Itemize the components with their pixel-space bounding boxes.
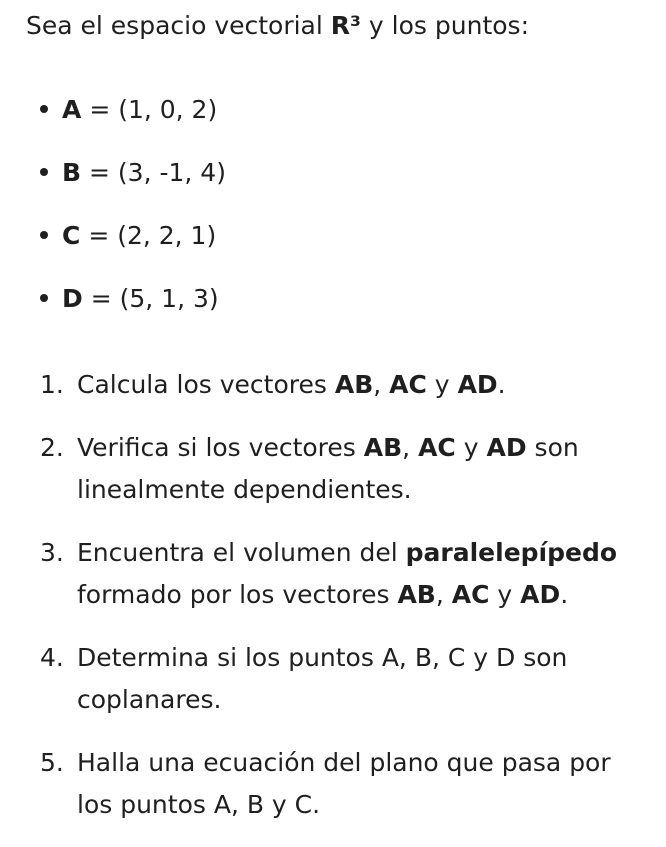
task-text: formado por los vectores <box>77 580 398 609</box>
bullet-icon <box>40 294 48 302</box>
point-name: C <box>62 221 81 250</box>
task-number: 3. <box>40 538 64 567</box>
task-item-3 <box>0 532 666 616</box>
bullet-icon <box>40 231 48 239</box>
task-text: Halla una ecuación del plano que pasa por los puntos A, B y C. <box>77 748 611 819</box>
bullet-icon <box>40 168 48 176</box>
task-number: 4. <box>40 643 64 672</box>
intro-lead: Sea el espacio vectorial <box>26 11 331 40</box>
vector-label: AB <box>397 580 436 609</box>
task-text: . <box>497 370 506 399</box>
vector-label: AC <box>389 370 427 399</box>
intro-text <box>26 8 529 44</box>
vector-label: AD <box>486 433 527 462</box>
task-text: Encuentra el volumen del <box>77 538 406 567</box>
vector-label: AC <box>418 433 456 462</box>
task-item-1 <box>0 364 666 406</box>
task-item-2 <box>0 427 666 511</box>
task-item-4 <box>0 637 666 721</box>
task-text: , <box>402 433 419 462</box>
vector-space-name: R³ <box>330 11 361 40</box>
task-text: y <box>426 370 458 399</box>
task-item-5 <box>0 742 666 826</box>
point-coords: = (1, 0, 2) <box>89 95 218 124</box>
task-text: son linealmente dependientes. <box>77 433 579 504</box>
task-number: 5. <box>40 748 64 777</box>
vector-label: AD <box>457 370 498 399</box>
vector-label: AD <box>520 580 561 609</box>
vector-label: AB <box>334 370 374 399</box>
task-text: , <box>435 580 452 609</box>
task-number: 1. <box>40 370 64 399</box>
point-name: A <box>62 95 82 124</box>
solid-name: paralelepípedo <box>405 538 618 567</box>
vector-label: AB <box>363 433 403 462</box>
task-text: . <box>560 580 569 609</box>
task-text: Calcula los vectores <box>77 370 335 399</box>
point-name: D <box>62 284 83 313</box>
task-text: y <box>455 433 487 462</box>
vector-label: AC <box>451 580 490 609</box>
point-coords: = (2, 2, 1) <box>88 221 217 250</box>
point-coords: = (3, -1, 4) <box>89 158 226 187</box>
intro-rest: y los puntos: <box>360 11 529 40</box>
task-text: y <box>489 580 521 609</box>
task-number: 2. <box>40 433 64 462</box>
point-coords: = (5, 1, 3) <box>90 284 219 313</box>
point-name: B <box>62 158 82 187</box>
task-text: Verifica si los vectores <box>77 433 364 462</box>
task-text: , <box>373 370 390 399</box>
tasks-list <box>0 364 666 847</box>
bullet-icon <box>40 105 48 113</box>
task-text: Determina si los puntos A, B, C y D son coplanares. <box>77 643 568 714</box>
